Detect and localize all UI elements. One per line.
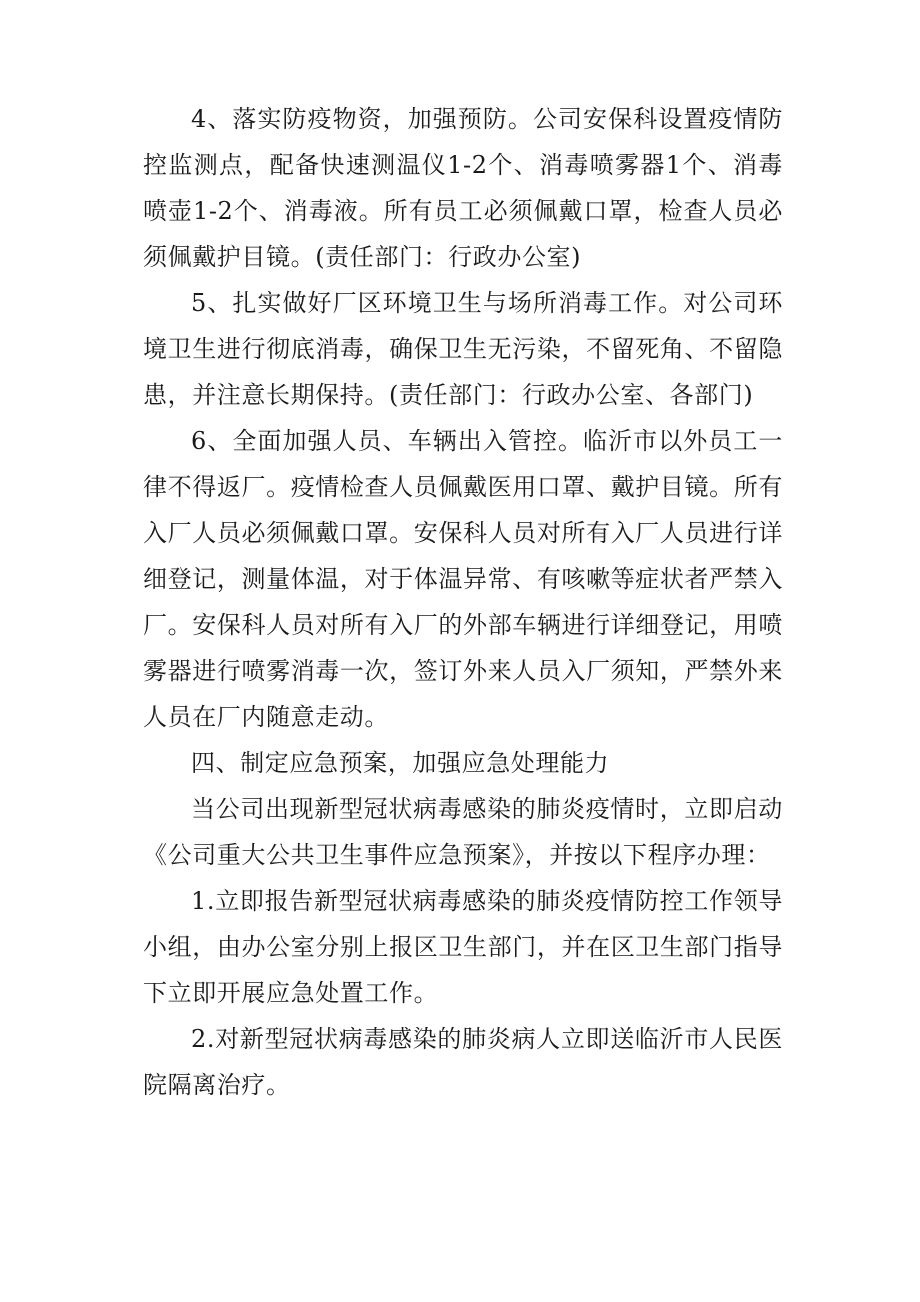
paragraph-item-5: 5、扎实做好厂区环境卫生与场所消毒工作。对公司环境卫生进行彻底消毒，确保卫生无污染，不留死角、不留隐患，并注意长期保持。(责任部门：行政办公室、各部门): [143, 289, 783, 409]
paragraph-emergency-intro: 当公司出现新型冠状病毒感染的肺炎疫情时，立即启动《公司重大公共卫生事件应急预案》，并按以下程序办理：: [143, 795, 783, 869]
paragraph-step-1: 1.立即报告新型冠状病毒感染的肺炎疫情防控工作领导小组，由办公室分别上报区卫生部门，并在区卫生部门指导下立即开展应急处置工作。: [143, 887, 783, 1007]
paragraph-step-2: 2.对新型冠状病毒感染的肺炎病人立即送临沂市人民医院隔离治疗。: [143, 1025, 783, 1099]
paragraph-item-6: 6、全面加强人员、车辆出入管控。临沂市以外员工一律不得返厂。疫情检查人员佩戴医用口罩、戴护目镜。所有入厂人员必须佩戴口罩。安保科人员对所有入厂人员进行详细登记，测量体温，对于体温异常、有咳嗽等症状者严禁入厂。安保科人员对所有入厂的外部车辆进行详细登记，用喷雾器进行喷雾消毒一次，签订外来人员入厂须知，严禁外来人员在厂内随意走动。: [143, 427, 783, 731]
paragraph-item-4: 4、落实防疫物资，加强预防。公司安保科设置疫情防控监测点，配备快速测温仪1-2个、消毒喷雾器1个、消毒喷壶1-2个、消毒液。所有员工必须佩戴口罩，检查人员必须佩戴护目镜。(责任部门：行政办公室): [143, 105, 783, 271]
section-heading-emergency-plan: 四、制定应急预案，加强应急处理能力: [191, 749, 610, 777]
document-page: [143, 96, 783, 1108]
